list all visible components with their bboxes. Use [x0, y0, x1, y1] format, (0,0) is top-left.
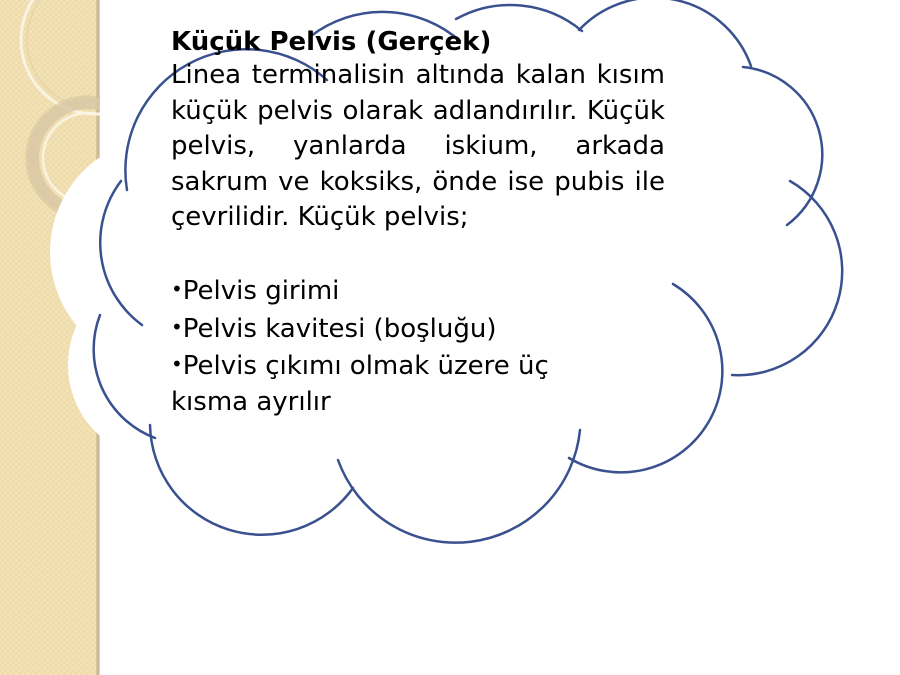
list-item [171, 310, 621, 348]
slide-title: Küçük Pelvis (Gerçek) [171, 27, 492, 57]
bullet-icon: • [171, 352, 183, 377]
bullet-icon: • [171, 276, 183, 301]
bullet-text: Pelvis çıkımı olmak üzere üç kısma ayrılır [171, 351, 549, 417]
paragraph-spacer [171, 236, 665, 272]
list-item [171, 347, 621, 420]
cloud-text-block [171, 26, 665, 420]
list-item [171, 272, 621, 310]
bullet-text: Pelvis kavitesi (boşluğu) [182, 313, 497, 344]
bullet-text: Pelvis girimi [182, 275, 340, 306]
bullet-icon: • [171, 314, 183, 339]
body-paragraph: Linea terminalisin altında kalan kısım küçük pelvis olarak adlandırılır. Küçük pelvis, yanlarda iskium, arkada sakrum ve koksiks, önde ise pubis ile çevrilidir. Küçük pelvis; [171, 60, 665, 233]
bullet-list [171, 272, 621, 420]
